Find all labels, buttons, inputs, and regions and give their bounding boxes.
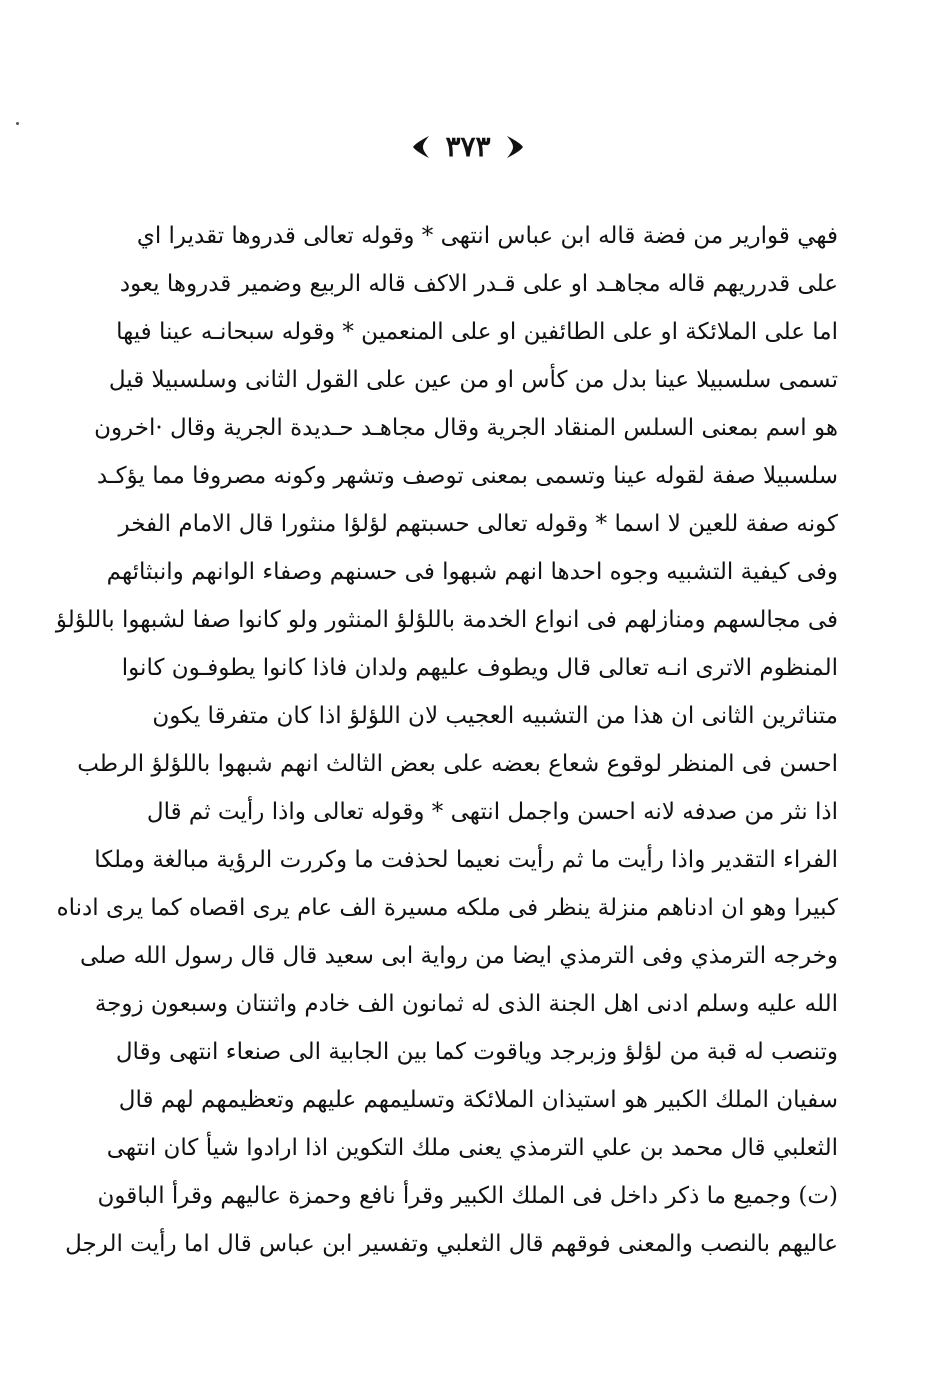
text-line: على قدرريهم قاله مجاهـد او على قـدر الاكف قاله الربيع وضمير قدروها يعود — [119, 271, 838, 297]
text-line: كونه صفة للعين لا اسما * وقوله تعالى حسبتهم لؤلؤا منثورا قال الامام الفخر — [118, 511, 838, 537]
text-line: فى مجالسهم ومنازلهم فى انواع الخدمة باللؤلؤ المنثور ولو كانوا صفا لشبهوا باللؤلؤ — [55, 607, 838, 633]
text-line: اما على الملائكة او على الطائفين او على المنعمين * وقوله سبحانـه عينا فيها — [116, 319, 838, 345]
text-line: متناثرين الثانى ان هذا من التشبيه العجيب لان اللؤلؤ اذا كان متفرقا يكون — [152, 703, 838, 729]
text-line: تسمى سلسبيلا عينا بدل من كأس او من عين على القول الثانى وسلسبيلا قيل — [108, 367, 838, 393]
page-number: ٣٧٣ — [445, 130, 491, 163]
text-line: سلسبيلا صفة لقوله عينا وتسمى بمعنى توصف وتشهر وكونه مصروفا مما يؤكـد — [96, 463, 838, 489]
text-line: الله عليه وسلم ادنى اهل الجنة الذى له ثمانون الف خادم واثنتان وسبعون زوجة — [94, 991, 838, 1017]
text-line: فهي قوارير من فضة قاله ابن عباس انتهى * وقوله تعالى قدروها تقديرا اي — [136, 223, 838, 249]
text-line: عاليهم بالنصب والمعنى فوقهم قال الثعلبي وتفسير ابن عباس قال اما رأيت الرجل — [65, 1231, 838, 1257]
page-header — [0, 130, 936, 163]
text-line: وفى كيفية التشبيه وجوه احدها انهم شبهوا فى حسنهم وصفاء الوانهم وانبثائهم — [106, 559, 838, 585]
text-line: وخرجه الترمذي وفى الترمذي ايضا من رواية ابى سعيد قال قال رسول الله صلى — [79, 943, 838, 969]
text-line: الثعلبي قال محمد بن علي الترمذي يعنى ملك التكوين اذا ارادوا شيأ كان انتهى — [106, 1135, 838, 1161]
ornament-left-icon — [411, 134, 431, 160]
margin-speck — [16, 122, 19, 125]
text-line: المنظوم الاترى انـه تعالى قال ويطوف عليهم ولدان فاذا كانوا يطوفـون كانوا — [121, 655, 838, 681]
text-line: سفيان الملك الكبير هو استيذان الملائكة وتسليمهم عليهم وتعظيمهم لهم قال — [118, 1087, 838, 1113]
text-line: احسن فى المنظر لوقوع شعاع بعضه على بعض الثالث انهم شبهوا باللؤلؤ الرطب — [77, 751, 838, 777]
text-line: وتنصب له قبة من لؤلؤ وزبرجد وياقوت كما بين الجابية الى صنعاء انتهى وقال — [115, 1039, 838, 1065]
text-line: اذا نثر من صدفه لانه احسن واجمل انتهى * وقوله تعالى واذا رأيت ثم قال — [146, 799, 838, 825]
ornament-right-icon — [505, 134, 525, 160]
text-line: كبيرا وهو ان ادناهم منزلة ينظر فى ملكه مسيرة الف عام يرى اقصاه كما يرى ادناه — [56, 895, 838, 921]
body-text — [55, 212, 838, 1268]
text-line: الفراء التقدير واذا رأيت ما ثم رأيت نعيما لحذفت ما وكررت الرؤية مبالغة وملكا — [94, 847, 838, 873]
text-line: (ت) وجميع ما ذكر داخل فى الملك الكبير وقرأ نافع وحمزة عاليهم وقرأ الباقون — [97, 1183, 838, 1209]
text-line: هو اسم بمعنى السلس المنقاد الجرية وقال مجاهـد حـديدة الجرية وقال ·اخرون — [94, 415, 838, 441]
